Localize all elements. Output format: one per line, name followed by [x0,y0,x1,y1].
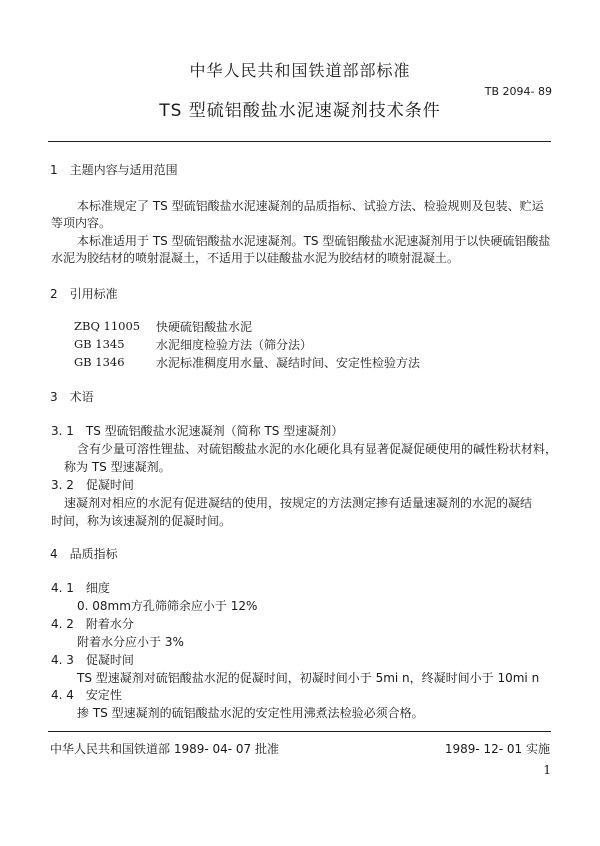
standard-org-header: 中华人民共和国铁道部部标准 [189,61,411,80]
reference-title: 水泥细度检验方法（筛分法） [156,338,313,352]
term-3-2-heading: 3. 2 促凝时间 [51,478,134,492]
effective-date: 1989- 12- 01 实施 [444,742,550,756]
item-4-3-heading: 4. 3 促凝时间 [51,653,134,667]
section-4-heading: 4 品质指标 [50,547,118,561]
section-1-para-2-line-2: 水泥为胶结材的喷射混凝土，不适用于以硅酸盐水泥为胶结材的喷射混凝土。 [51,251,460,265]
reference-code: ZBQ 11005 [74,319,141,333]
term-3-1-heading: 3. 1 TS 型硫铝酸盐水泥速凝剂（简称 TS 型速凝剂） [51,424,344,438]
standard-code: TB 2094- 89 [484,85,552,98]
term-3-2-line-2: 时间，称为该速凝剂的促凝时间。 [51,514,232,528]
item-4-1-heading: 4. 1 细度 [51,581,110,595]
document-title: TS 型硫铝酸盐水泥速凝剂技术条件 [159,101,441,121]
section-1-heading: 1 主题内容与适用范围 [50,163,178,177]
reference-title: 快硬硫铝酸盐水泥 [156,320,253,334]
footer-rule [48,731,551,732]
item-4-4-heading: 4. 4 安定性 [51,688,122,702]
reference-title: 水泥标准稠度用水量、凝结时间、安定性检验方法 [156,356,421,370]
term-3-1-line-2: 称为 TS 型速凝剂。 [64,460,171,474]
term-3-1-line-1: 含有少量可溶性锂盐、对硫铝酸盐水泥的水化硬化具有显著促凝促硬使用的碱性粉状材料， [77,442,558,456]
item-4-2-body: 附着水分应小于 3% [77,635,184,649]
item-4-1-body: 0. 08mm方孔筛筛余应小于 12% [77,599,258,613]
reference-code: GB 1346 [74,355,125,369]
item-4-2-heading: 4. 2 附着水分 [51,617,134,631]
page-number: 1 [543,763,551,777]
section-1-para-1-line-1: 本标准规定了 TS 型硫铝酸盐水泥速凝剂的品质指标、试验方法、检验规则及包装、贮运 [77,199,544,213]
section-1-para-2-line-1: 本标准适用于 TS 型硫铝酸盐水泥速凝剂。TS 型硫铝酸盐水泥速凝剂用于以快硬硫铝酸盐 [77,234,551,248]
section-2-heading: 2 引用标准 [50,287,118,301]
item-4-3-body: TS 型速凝剂对硫铝酸盐水泥的促凝时间，初凝时间小于 5mi n，终凝时间小于 10mi n [77,671,540,685]
approval-date: 中华人民共和国铁道部 1989- 04- 07 批准 [50,742,279,756]
header-rule [48,141,551,142]
reference-code: GB 1345 [74,337,125,351]
term-3-2-line-1: 速凝剂对相应的水泥有促进凝结的使用，按规定的方法测定掺有适量速凝剂的水泥的凝结 [64,496,533,510]
item-4-4-body: 掺 TS 型速凝剂的硫铝酸盐水泥的安定性用沸煮法检验必须合格。 [77,706,424,720]
section-3-heading: 3 术语 [50,390,94,404]
section-1-para-1-line-2: 等项内容。 [51,216,112,230]
